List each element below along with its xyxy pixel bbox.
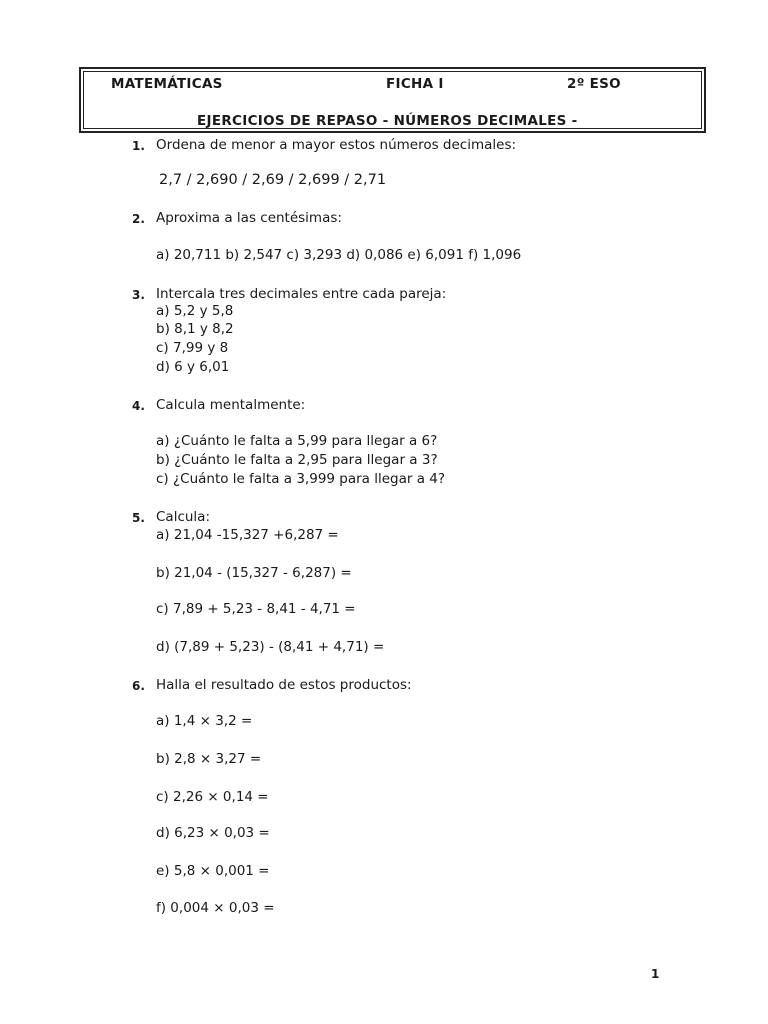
exercise-6-item-d: d) 6,23 × 0,03 =: [156, 825, 270, 841]
exercise-6-item-a: a) 1,4 × 3,2 =: [156, 713, 253, 729]
exercise-1-sequence: 2,7 / 2,690 / 2,69 / 2,699 / 2,71: [159, 172, 387, 188]
exercise-5-item-d: d) (7,89 + 5,23) - (8,41 + 4,71) =: [156, 639, 385, 655]
exercise-3-item-b: b) 8,1 y 8,2: [156, 321, 234, 337]
exercise-4-item-c: c) ¿Cuánto le falta a 3,999 para llegar a 4?: [156, 471, 446, 487]
exercise-5-number: 5.: [132, 511, 145, 525]
exercise-6-number: 6.: [132, 679, 145, 693]
exercise-2-items: a) 20,711 b) 2,547 c) 3,293 d) 0,086 e) 6,091 f) 1,096: [156, 247, 522, 263]
worksheet-title: EJERCICIOS DE REPASO - NÚMEROS DECIMALES -: [197, 113, 578, 129]
exercise-1-statement: Ordena de menor a mayor estos números decimales:: [156, 137, 517, 153]
exercise-5-item-b: b) 21,04 - (15,327 - 6,287) =: [156, 565, 352, 581]
exercise-5-item-a: a) 21,04 -15,327 +6,287 =: [156, 527, 339, 543]
exercise-3-item-d: d) 6 y 6,01: [156, 359, 230, 375]
header-box: [79, 67, 706, 133]
exercise-3-statement: Intercala tres decimales entre cada pareja:: [156, 286, 447, 302]
exercise-3-item-a: a) 5,2 y 5,8: [156, 303, 234, 319]
exercise-2-number: 2.: [132, 212, 145, 226]
exercise-5-item-c: c) 7,89 + 5,23 - 8,41 - 4,71 =: [156, 601, 356, 617]
exercise-5-statement: Calcula:: [156, 509, 210, 525]
exercise-6-item-f: f) 0,004 × 0,03 =: [156, 900, 275, 916]
page-number: 1: [651, 967, 660, 981]
exercise-2-statement: Aproxima a las centésimas:: [156, 210, 342, 226]
exercise-3-item-c: c) 7,99 y 8: [156, 340, 229, 356]
sheet-label: FICHA I: [386, 76, 444, 92]
exercise-4-item-a: a) ¿Cuánto le falta a 5,99 para llegar a 6?: [156, 433, 438, 449]
exercise-1-number: 1.: [132, 139, 145, 153]
grade-label: 2º ESO: [567, 76, 621, 92]
exercise-6-item-b: b) 2,8 × 3,27 =: [156, 751, 262, 767]
exercise-6-item-e: e) 5,8 × 0,001 =: [156, 863, 270, 879]
exercise-4-number: 4.: [132, 399, 145, 413]
exercise-6-statement: Halla el resultado de estos productos:: [156, 677, 412, 693]
exercise-6-item-c: c) 2,26 × 0,14 =: [156, 789, 269, 805]
subject-label: MATEMÁTICAS: [111, 76, 223, 92]
exercise-4-statement: Calcula mentalmente:: [156, 397, 306, 413]
exercise-4-item-b: b) ¿Cuánto le falta a 2,95 para llegar a 3?: [156, 452, 438, 468]
exercise-3-number: 3.: [132, 288, 145, 302]
